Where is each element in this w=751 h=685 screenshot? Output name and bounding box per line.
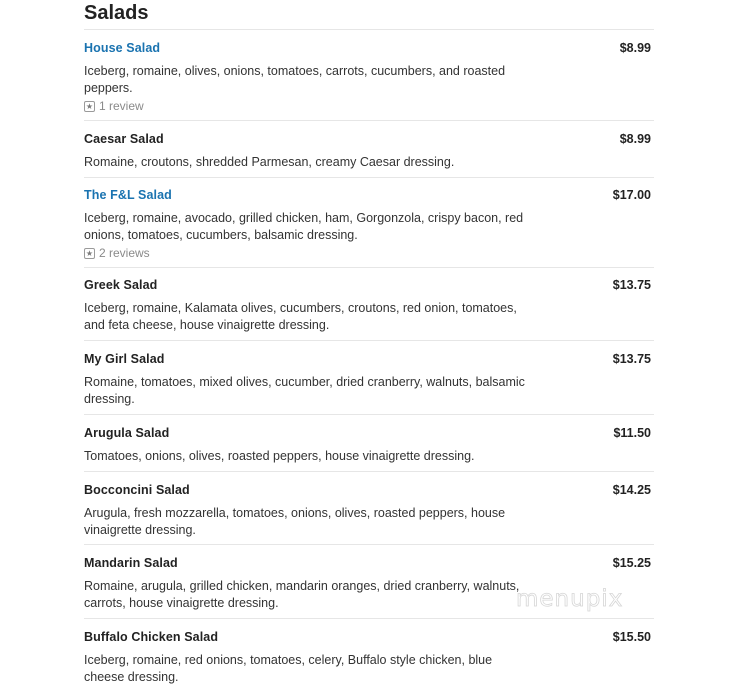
review-star-icon: ★ <box>85 248 94 258</box>
item-description: Iceberg, romaine, Kalamata olives, cucumbers, croutons, red onion, tomatoes, and feta cheese, house vinaigrette dressing. <box>84 301 517 332</box>
review-star-icon: ★ <box>85 101 94 111</box>
item-description: Romaine, arugula, grilled chicken, mandarin oranges, dried cranberry, walnuts, carrots, house vinaigrette dressing. <box>84 579 520 610</box>
item-description: Iceberg, romaine, red onions, tomatoes, celery, Buffalo style chicken, blue cheese dressing. <box>84 653 493 684</box>
item-price: $14.25 <box>612 483 651 497</box>
reviews-count: 1 review <box>99 99 144 113</box>
item-name-link[interactable]: House Salad <box>84 41 161 55</box>
menu-item <box>84 414 654 471</box>
menu-item <box>84 267 654 340</box>
item-price: $13.75 <box>612 278 651 292</box>
item-price: $11.50 <box>613 426 651 440</box>
item-price: $13.75 <box>612 352 651 366</box>
item-price: $8.99 <box>619 41 651 55</box>
reviews-link[interactable] <box>84 99 654 113</box>
item-name-link[interactable]: The F&L Salad <box>84 188 172 202</box>
menu-item <box>84 340 654 414</box>
item-price: $15.25 <box>612 556 651 570</box>
item-description: Arugula, fresh mozzarella, tomatoes, onions, olives, roasted peppers, house vinaigrette dressing. <box>84 506 506 537</box>
item-price: $15.50 <box>612 630 651 644</box>
reviews-count: 2 reviews <box>99 246 150 260</box>
reviews-link[interactable] <box>84 246 654 260</box>
item-description: Iceberg, romaine, olives, onions, tomatoes, carrots, cucumbers, and roasted peppers. <box>84 64 506 95</box>
item-price: $17.00 <box>612 188 651 202</box>
section-title: Salads <box>84 2 149 24</box>
item-name: My Girl Salad <box>84 352 165 366</box>
item-name: Bocconcini Salad <box>84 483 190 497</box>
item-name: Buffalo Chicken Salad <box>84 630 219 644</box>
menu-item <box>84 471 654 544</box>
watermark: menupix <box>516 586 624 612</box>
item-description: Romaine, croutons, shredded Parmesan, creamy Caesar dressing. <box>84 155 455 169</box>
item-name: Caesar Salad <box>84 132 164 146</box>
menu-item <box>84 618 654 682</box>
item-price: $8.99 <box>619 132 651 146</box>
item-description: Iceberg, romaine, avocado, grilled chicken, ham, Gorgonzola, crispy bacon, red onions, tomatoes, cucumbers, balsamic dressing. <box>84 211 524 242</box>
menu-item <box>84 177 654 267</box>
item-description: Romaine, tomatoes, mixed olives, cucumber, dried cranberry, walnuts, balsamic dressing. <box>84 375 525 406</box>
menu-item <box>84 120 654 177</box>
item-name: Mandarin Salad <box>84 556 178 570</box>
item-name: Greek Salad <box>84 278 158 292</box>
salads-menu <box>84 0 654 682</box>
item-name: Arugula Salad <box>84 426 170 440</box>
menu-item <box>84 29 654 120</box>
item-description: Tomatoes, onions, olives, roasted peppers, house vinaigrette dressing. <box>84 449 475 463</box>
